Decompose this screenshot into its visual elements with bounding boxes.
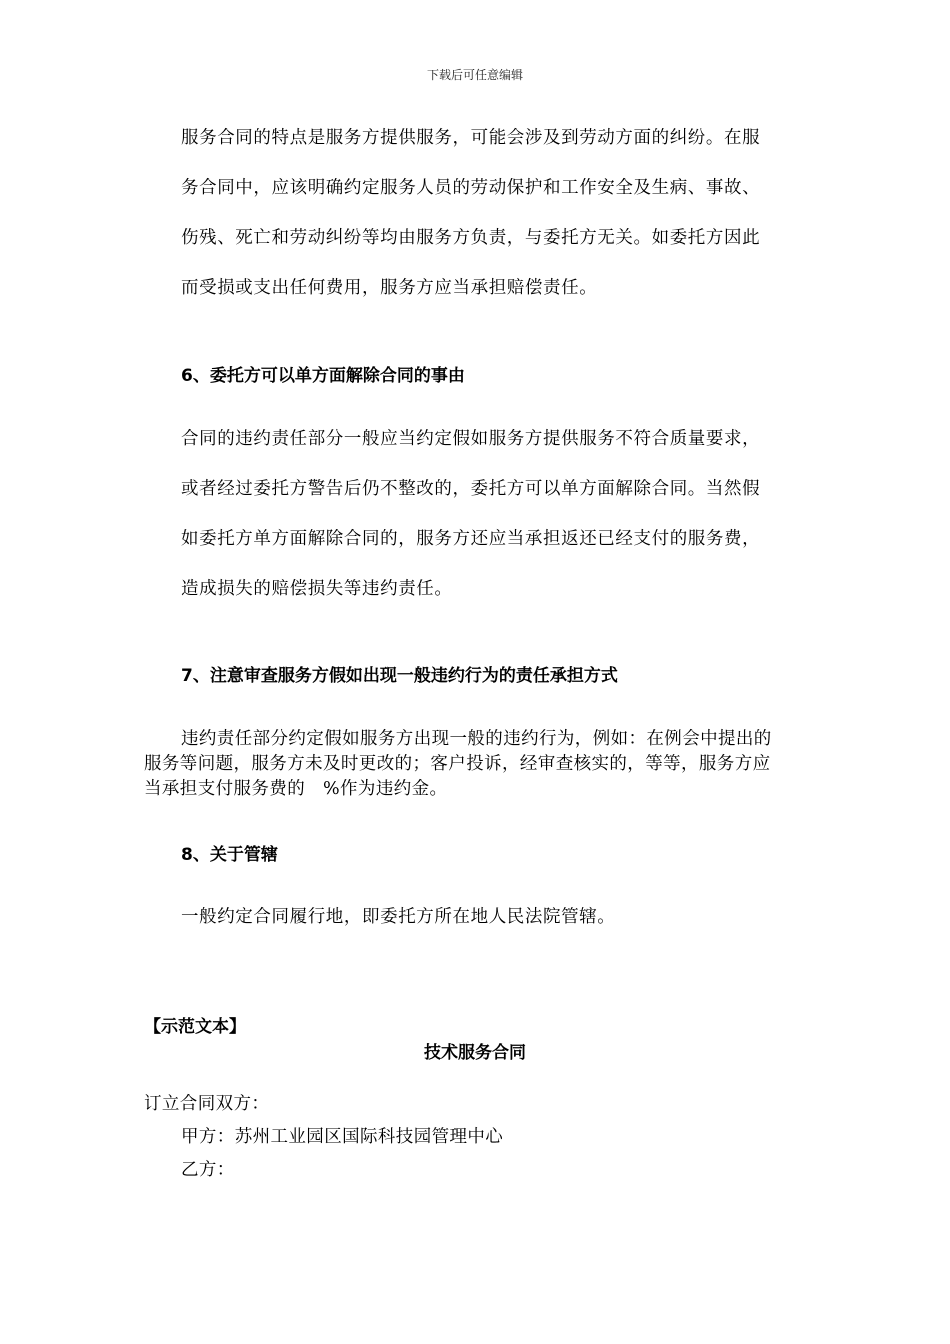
paragraph-line: 造成损失的赔偿损失等违约责任。 (181, 579, 453, 599)
paragraph-line: 违约责任部分约定假如服务方出现一般的违约行为，例如：在例会中提出的 (181, 729, 772, 749)
section-heading: 7、注意审查服务方假如出现一般违约行为的责任承担方式 (181, 666, 618, 686)
paragraph-line: 如委托方单方面解除合同的，服务方还应当承担返还已经支付的服务费， (181, 529, 761, 549)
paragraph-line: 务合同中，应该明确约定服务人员的劳动保护和工作安全及生病、事故、 (181, 178, 761, 198)
paragraph-line: 一般约定合同履行地，即委托方所在地人民法院管辖。 (181, 907, 616, 927)
paragraph-line: 服务等问题，服务方未及时更改的；客户投诉，经审查核实的，等等，服务方应 (144, 754, 771, 774)
paragraph-line: 服务合同的特点是服务方提供服务，可能会涉及到劳动方面的纠纷。在服 (181, 128, 761, 148)
paragraph-line: 伤残、死亡和劳动纠纷等均由服务方负责，与委托方无关。如委托方因此 (181, 228, 761, 248)
parties-intro: 订立合同双方： (144, 1094, 270, 1114)
section-heading: 8、关于管辖 (181, 845, 278, 865)
paragraph-line: 合同的违约责任部分一般应当约定假如服务方提供服务不符合质量要求， (181, 429, 761, 449)
party-b: 乙方： (181, 1160, 235, 1180)
contract-title: 技术服务合同 (424, 1043, 526, 1063)
paragraph-line: 当承担支付服务费的 %作为违约金。 (144, 779, 448, 799)
party-a: 甲方：苏州工业园区国际科技园管理中心 (181, 1127, 504, 1147)
paragraph-line: 而受损或支出任何费用，服务方应当承担赔偿责任。 (181, 278, 598, 298)
paragraph-line: 或者经过委托方警告后仍不整改的，委托方可以单方面解除合同。当然假 (181, 479, 761, 499)
section-heading: 6、委托方可以单方面解除合同的事由 (181, 366, 465, 386)
sample-label: 【示范文本】 (144, 1017, 246, 1037)
page-header: 下载后可任意编辑 (426, 68, 523, 82)
